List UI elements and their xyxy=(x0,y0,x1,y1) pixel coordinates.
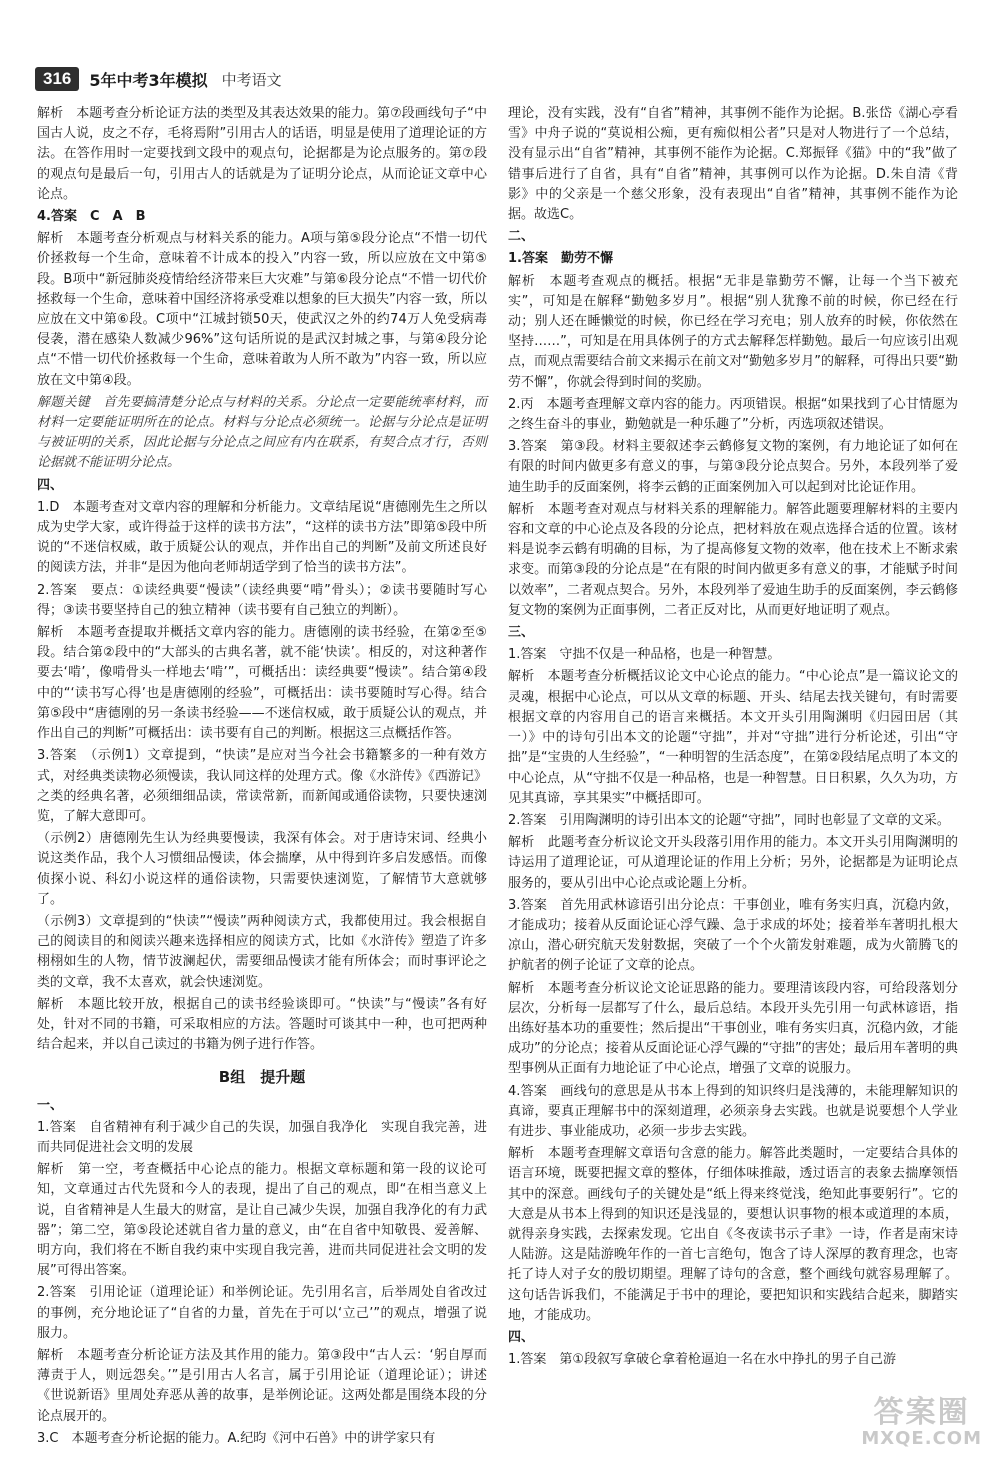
paragraph: 解析 本题考查分析论证方法的类型及其表达效果的能力。第⑦段画线句子“中国古人说，皮之不存，毛将焉附”引用古人的话语，明显是使用了道理论证的方法。在答作用时一定要找到文段中的观点句，论据都是为论点服务的。第⑦段的观点句是最后一句，引用古人的话就是为了证明分论点，从而论证文章中心论点。 xyxy=(37,106,487,202)
paragraph: 1.答案 自省精神有利于减少自己的失误，加强自我净化 实现自我完善，进而共同促进社会文明的发展 xyxy=(37,1119,487,1155)
answer-line: 1.答案 勤劳不懈 xyxy=(508,251,613,267)
book-subject: 中考语文 xyxy=(221,70,282,89)
paragraph: 4.答案 画线句的意思是从书本上得到的知识终归是浅薄的，未能理解知识的真谛，要真正理解书中的深刻道理，必须亲身去实践。也就是说要想个人学业有进步、事业能成功，必须一步步去实践。 xyxy=(508,1083,958,1139)
paragraph: 1.D 本题考查对文章内容的理解和分析能力。文章结尾说“唐德刚先生之所以成为史学大家，或许得益于这样的读书方法”，“这样的读书方法”即第⑤段中所说的“不迷信权威，敢于质疑公认的观点，并作出自己的判断”及前文所述良好的阅读方法，并非“是因为他向老师胡适学到了恰当的读书方法”。 xyxy=(37,499,487,576)
tip-paragraph: 解题关键 首先要搞清楚分论点与材料的关系。分论点一定要能统率材料，而材料一定要能证明所在的论点。材料与分论点必须统一。论据与分论点是证明与被证明的关系，因此论据与分论点之间应有内在联系，有契合点才行，否则论据就不能证明分论点。 xyxy=(37,394,487,471)
paragraph: 解析 本题考查提取并概括文章内容的能力。唐德刚的读书经验，在第②至⑤段。结合第②段中的“大部头的古典名著，就不能‘快读’。相反的，对这种著作要去‘啃’，像啃骨头一样地去‘啃’”，可概括出：读经典要“慢读”。结合第④段中的“‘读书写心得’也是唐德刚的经验”，可概括出：读书要随时写心得。结合第⑤段中“唐德刚的另一条读书经验——不迷信权威，敢于质疑公认的观点，并作出自己的判断”可概括出：读书要有自己的判断。根据这三点概括作答。 xyxy=(37,625,487,742)
paragraph: 解析 本题考查理解文章语句含意的能力。解答此类题时，一定要结合具体的语言环境，既要把握文章的整体，仔细体味推敲，透过语言的表象去揣摩领悟其中的深意。画线句子的关键处是“纸上得来终觉浅，绝知此事要躬行”。它的大意是从书本上得到的知识还是浅显的，要想认识事物的根本或道理的本质，就得亲身实践，去探索发现。它出自《冬夜读书示子聿》一诗，作者是南宋诗人陆游。这是陆游晚年作的一首七言绝句，饱含了诗人深厚的教育理念，也寄托了诗人对子女的殷切期望。理解了诗句的含意，整个画线句就容易理解了。这句话告诉我们，不能满足于书中的理论，要把知识和实践结合起来，脚踏实地，才能成功。 xyxy=(508,1146,958,1323)
group-title: B组 提升题 xyxy=(218,1068,306,1087)
section-heading: 四、 xyxy=(508,1329,535,1345)
paragraph: 1.答案 守拙不仅是一种品格，也是一种智慧。 xyxy=(508,647,781,663)
watermark-url: MXQE.COM xyxy=(861,1428,982,1450)
paragraph: （示例2）唐德刚先生认为经典要慢读，我深有体会。对于唐诗宋词、经典小说这类作品，我个人习惯细品慢读，体会揣摩，从中得到许多启发感悟。而像侦探小说、科幻小说这样的通俗读物，只需要快速浏览，了解情节大意就够了。 xyxy=(37,831,487,907)
paragraph: 2.丙 本题考查理解文章内容的能力。丙项错误。根据“如果找到了心甘情愿为之终生奋斗的事业，勤勉就是一种乐趣了”分析，丙选项叙述错误。 xyxy=(508,396,958,433)
watermark-logo xyxy=(861,1396,982,1449)
paragraph: 解析 本题比较开放，根据自己的读书经验谈即可。“快读”与“慢读”各有好处，针对不同的书籍，可采取相应的方法。答题时可谈其中一种，也可把两种结合起来，并以自己读过的书籍为例子进行作答。 xyxy=(37,996,487,1053)
paragraph: 3.C 本题考查分析论据的能力。A.纪昀《河中石兽》中的讲学家只有 xyxy=(37,1430,436,1446)
paragraph: 理论，没有实践，没有“自省”精神，其事例不能作为论据。B.张岱《湖心亭看雪》中舟子说的“莫说相公痴，更有痴似相公者”只是对人物进行了一个总结，没有显示出“自省”精神，其事例不能作为论据。C.郑振铎《猫》中的“我”做了错事后进行了自省，具有“自省”精神，其事例可以作为论据。D.朱自清《背影》中的父亲是一个慈父形象，没有表现出“自省”精神，其事例不能作为论据。故选C。 xyxy=(508,106,958,223)
paragraph: 解析 第一空，考查概括中心论点的能力。根据文章标题和第一段的议论可知，文章通过古代先贤和今人的表现，提出了自己的观点，即“在相当意义上说，自省精神是人生最大的财富，是让自己减少失误，加强自我净化的有力武器”；第二空，第⑤段论述就自省力量的意义，由“在自省中知敬畏、爱善解、明方向，我们将在不断自我约束中实现自我完善，进而共同促进社会文明的发展”可得出答案。 xyxy=(37,1162,487,1279)
paragraph: 3.答案 第③段。材料主要叙述李云鹤修复文物的案例，有力地论证了如何在有限的时间内做更多有意义的事，与第③段分论点契合。另外，本段列举了爱迪生助手的反面案例，将李云鹤的正面案例加入可以起到对比论证作用。 xyxy=(508,439,958,495)
paragraph: 解析 本题考查观点的概括。根据“无非是靠勤劳不懈，让每一个当下被充实”，可知是在解释“勤勉多岁月”。根据“别人犹豫不前的时候，你已经在行动；别人还在睡懒觉的时候，你已经在学习充电；别人放弃的时候，你依然在坚持……”，可知是在用具体例子的方式去解释怎样勤勉。最后一句应该引出观点，而观点需要结合前文来揭示在前文对“勤勉多岁月”的解释，可得出只要“勤劳不懈”，你就会得到时间的奖励。 xyxy=(508,273,958,390)
paragraph: 2.答案 引用陶渊明的诗引出本文的论题“守拙”，同时也彰显了文章的文采。 xyxy=(508,812,950,828)
answer-line: 4.答案 C A B xyxy=(37,209,146,225)
left-column xyxy=(37,104,487,1451)
paragraph: 解析 此题考查分析议论文开头段落引用作用的能力。本文开头引用陶渊明的诗运用了道理论证，可从道理论证的作用上分析；另外，论据都是为证明论点服务的，要从引出中心论点或论题上分析。 xyxy=(508,835,958,891)
watermark-text: 答案圈 xyxy=(873,1395,970,1431)
paragraph: 3.答案 首先用武林谚语引出分论点：干事创业，唯有务实归真，沉稳内敛，才能成功；接着从反面论证心浮气躁、急于求成的坏处；接着举车著明扎根大凉山，潜心研究航天发射数据，突破了一个个火箭发射难题，成为火箭腾飞的护航者的例子论证了文章的论点。 xyxy=(508,897,958,974)
paragraph: 解析 本题考查分析概括议论文中心论点的能力。“中心论点”是一篇议论文的灵魂，根据中心论点，可以从文章的标题、开头、结尾去找关键句，有时需要根据文章的内容用自己的语言来概括。本文开头引用陶渊明《归园田居（其一）》中的诗句引出本文的论题“守拙”，并对“守拙”进行分析论述，引出“守拙”是“宝贵的人生经验”，“一种明智的生活态度”，在第②段结尾点明了本文的中心论点，从“守拙不仅是一种品格，也是一种智慧。日日积累，久久为功，方见其真谛，享其果实”中概括即可。 xyxy=(508,669,958,806)
paragraph: 1.答案 第①段叙写拿破仑拿着枪逼迫一名在水中挣扎的男子自己游 xyxy=(508,1352,897,1368)
section-heading: 四、 xyxy=(37,477,64,493)
paragraph: 解析 本题考查对观点与材料关系的理解能力。解答此题要理解材料的主要内容和文章的中心论点及各段的分论点，把材料放在观点选择合适的位置。该材料是说李云鹤有明确的目标，为了提高修复文物的效率，他在技术上不断求索求变。而第③段的分论点是“在有限的时间内做更多有意义的事，才能赋予时间以效率”，二者观点契合。另外，本段列举了爱迪生助手的反面案例，李云鹤修复文物的案例为正面事例，二者正反对比，从而更好地证明了观点。 xyxy=(508,501,958,618)
paragraph: 2.答案 要点：①读经典要“慢读”（读经典要“啃”骨头）；②读书要随时写心得；③读书要坚持自己的独立精神（读书要有自己独立的判断）。 xyxy=(37,582,487,618)
page-number: 316 xyxy=(35,67,79,91)
right-column xyxy=(508,104,958,1372)
page-header xyxy=(35,62,282,96)
paragraph: 解析 本题考查分析观点与材料关系的能力。A项与第⑤段分论点“不惜一切代价拯救每一个生命，意味着不计成本的投入”内容一致，所以应放在文中第⑤段。B项中“新冠肺炎疫情给经济带来巨大灾难”与第⑥段分论点“不惜一切代价拯救每一个生命，意味着中国经济将承受难以想象的巨大损失”内容一致，所以应放在文中第⑥段。C项中“江城封锁50天，使武汉之外的约74万人免受病毒侵袭，潜在感染人数减少96%”这句话所说的是武汉封城之事，与第④段分论点“不惜一切代价拯救每一个生命，意味着敢为人所不敢为”内容一致，所以应放在文中第④段。 xyxy=(37,231,487,388)
section-heading: 二、 xyxy=(508,229,535,245)
section-heading: 一、 xyxy=(37,1097,64,1113)
book-series-title: 5年中考3年模拟 xyxy=(89,70,208,90)
paragraph: 3.答案 （示例1）文章提到，“快读”是应对当今社会书籍繁多的一种有效方式，对经典类读物必须慢读，我认同这样的处理方式。像《水浒传》《西游记》之类的经典名著，必须细细品读，常读常新，而新闻或通俗读物，只要快速浏览，了解大意即可。 xyxy=(37,748,487,824)
paragraph: （示例3）文章提到的“快读”“慢读”两种阅读方式，我都使用过。我会根据自己的阅读目的和阅读兴趣来选择相应的阅读方式，比如《水浒传》塑造了许多栩栩如生的人物，情节波澜起伏，需要细品慢读才能有所体会；而时事评论之类的文章，我不太喜欢，就会快速浏览。 xyxy=(37,913,487,990)
paragraph: 解析 本题考查分析议论文论证思路的能力。要理清该段内容，可给段落划分层次，分析每一层都写了什么，最后总结。本段开头先引用一句武林谚语，指出练好基本功的重要性；然后提出“干事创业，唯有务实归真，沉稳内敛，才能成功”的分论点；接着从反面论证心浮气躁的“守拙”的害处；最后用车著明的典型事例从正面有力地论证了中心论点，增强了文章的说服力。 xyxy=(508,980,958,1077)
section-heading: 三、 xyxy=(508,625,535,641)
paragraph: 解析 本题考查分析论证方法及其作用的能力。第③段中“古人云：‘躬自厚而薄责于人，则远怨矣。’”是引用古人名言，属于引用论证（道理论证）；讲述《世说新语》里周处弃恶从善的故事，是举例论证。这两处都是围绕本段的分论点展开的。 xyxy=(37,1347,487,1424)
paragraph: 2.答案 引用论证（道理论证）和举例论证。先引用名言，后举周处自省改过的事例，充分地论证了“自省的力量，首先在于可以‘立己’”的观点，增强了说服力。 xyxy=(37,1285,487,1341)
